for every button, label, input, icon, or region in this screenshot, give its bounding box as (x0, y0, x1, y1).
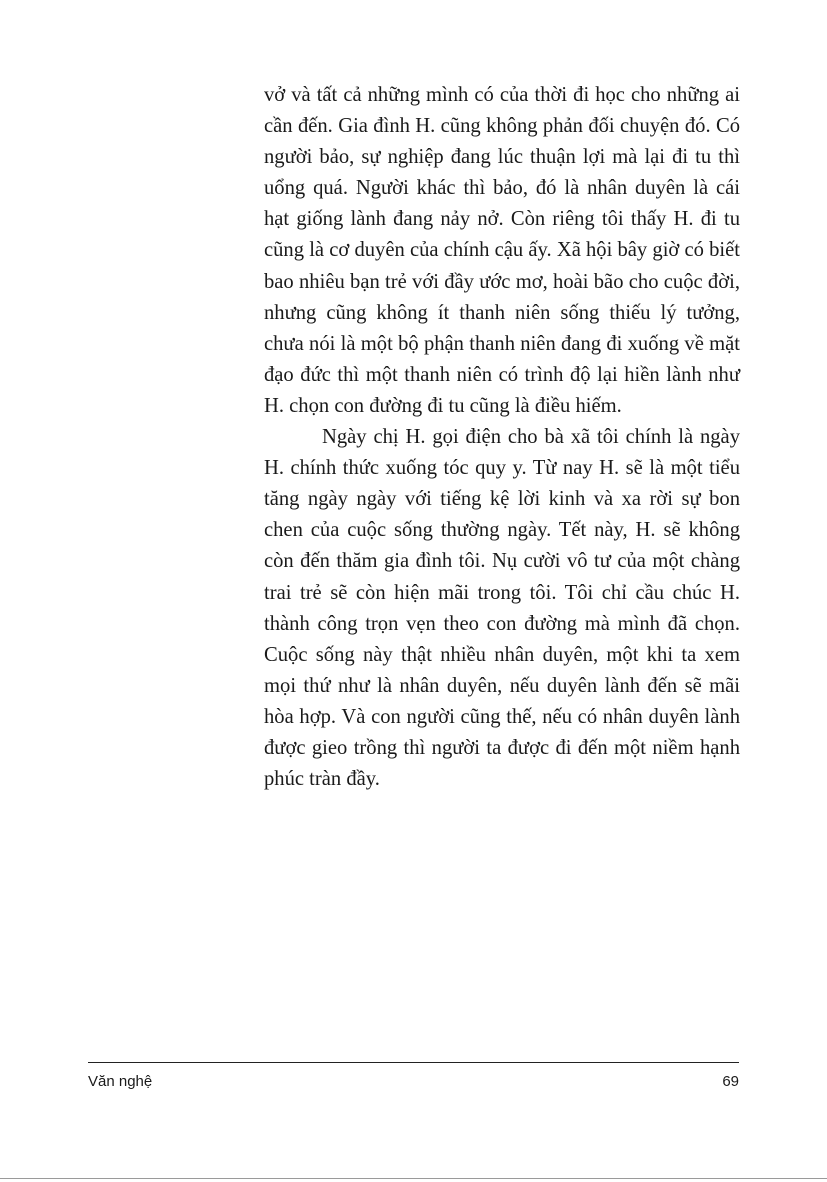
page-number: 69 (722, 1073, 739, 1090)
footer-section-name: Văn nghệ (88, 1073, 153, 1090)
paragraph-2: Ngày chị H. gọi điện cho bà xã tôi chính là ngày H. chính thức xuống tóc quy y. Từ nay H. sẽ là một tiểu tăng ngày ngày với tiếng kệ lời kinh và xa rời sự bon chen của cuộc sống thường ngày. Tết này, H. sẽ không còn đến thăm gia đình tôi. Nụ cười vô tư của một chàng trai trẻ sẽ còn hiện mãi trong tôi. Tôi chỉ cầu chúc H. thành công trọn vẹn theo con đường mà mình đã chọn. Cuộc sống này thật nhiều nhân duyên, một khi ta xem mọi thứ như là nhân duyên, nếu duyên lành đến sẽ mãi hòa hợp. Và con người cũng thế, nếu có nhân duyên lành được gieo trồng thì người ta được đi đến một niềm hạnh phúc tràn đầy. (264, 426, 740, 791)
footer-divider (88, 1062, 739, 1063)
scan-bottom-edge (0, 1178, 827, 1179)
page-body (264, 80, 740, 795)
paragraph-1: vở và tất cả những mình có của thời đi học cho những ai cần đến. Gia đình H. cũng không phản đối chuyện đó. Có người bảo, sự nghiệp đang lúc thuận lợi mà lại đi tu thì uổng quá. Người khác thì bảo, đó là nhân duyên là cái hạt giống lành đang nảy nở. Còn riêng tôi thấy H. đi tu cũng là cơ duyên của chính cậu ấy. Xã hội bây giờ có biết bao nhiêu bạn trẻ với đầy ước mơ, hoài bão cho cuộc đời, nhưng cũng không ít thanh niên sống thiếu lý tưởng, chưa nói là một bộ phận thanh niên đang đi xuống về mặt đạo đức thì một thanh niên có trình độ lại hiền lành như H. chọn con đường đi tu cũng là điều hiếm. (264, 84, 740, 417)
